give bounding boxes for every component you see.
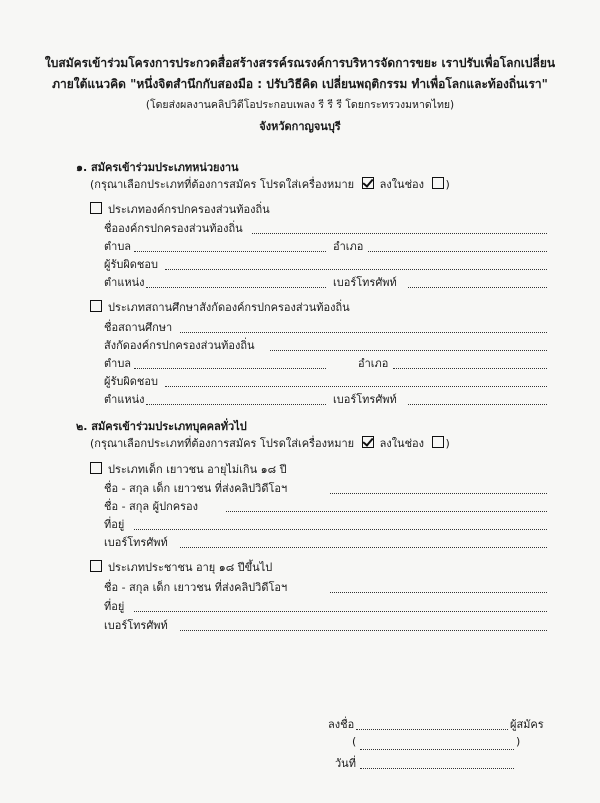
sign-label: ลงชื่อ xyxy=(328,718,355,731)
name-paren-open: ( xyxy=(352,735,357,748)
amphoe-label: อำเภอ xyxy=(333,240,364,253)
org-name-field[interactable] xyxy=(252,232,547,234)
public-name-label: ชื่อ - สกุล เด็ก เยาวชน ที่ส่งคลิปวิดีโอฯ xyxy=(104,581,288,594)
empty-box-example-icon xyxy=(432,177,444,189)
school-name-field[interactable] xyxy=(180,331,547,333)
tambon-field[interactable] xyxy=(134,250,326,252)
section2-instruction: (กรุณาเลือกประเภทที่ต้องการสมัคร โปรดใส่เครื่องหมาย ลงในช่อง ) xyxy=(90,437,450,450)
date-field[interactable] xyxy=(360,767,514,769)
position-label-2: ตำแหน่ง xyxy=(104,393,145,406)
section2-heading: ๒. สมัครเข้าร่วมประเภทบุคคลทั่วไป xyxy=(76,420,247,433)
phone-field-2[interactable] xyxy=(408,403,547,405)
affiliation-label: สังกัดองค์กรปกครองส่วนท้องถิ่น xyxy=(104,339,255,352)
form-title-line1: ใบสมัครเข้าร่วมโครงการประกวดสื่อสร้างสรรค์รณรงค์การบริหารจัดการขยะ เราปรับเพื่อโลกเปลี่ยน xyxy=(44,56,556,70)
amphoe-field-2[interactable] xyxy=(393,367,547,369)
form-title-line2: ภายใต้แนวคิด "หนึ่งจิตสำนึกกับสองมือ : ปรับวิธีคิด เปลี่ยนพฤติกรรม ทำเพื่อโลกและท้องถิ่นเรา" xyxy=(52,77,548,91)
phone-label-2: เบอร์โทรศัพท์ xyxy=(333,393,397,406)
responsible-label-2: ผู้รับผิดชอบ xyxy=(104,375,158,388)
section1-instruction: (กรุณาเลือกประเภทที่ต้องการสมัคร โปรดใส่เครื่องหมาย ลงในช่อง ) xyxy=(90,178,450,191)
checkmark-example-icon xyxy=(362,177,374,189)
responsible-label: ผู้รับผิดชอบ xyxy=(104,258,158,271)
option-school[interactable]: ประเภทสถานศึกษาสังกัดองค์กรปกครองส่วนท้องถิ่น xyxy=(90,298,350,316)
address-label: ที่อยู่ xyxy=(104,518,125,531)
public-phone-field[interactable] xyxy=(180,629,547,631)
responsible-field[interactable] xyxy=(165,268,547,270)
public-address-field[interactable] xyxy=(134,610,547,612)
public-checkbox[interactable] xyxy=(90,560,102,572)
tambon-field-2[interactable] xyxy=(134,367,326,369)
local-govt-checkbox[interactable] xyxy=(90,202,102,214)
tambon-label: ตำบล xyxy=(104,240,132,253)
option-youth[interactable]: ประเภทเด็ก เยาวชน อายุไม่เกิน ๑๘ ปี xyxy=(90,460,287,478)
phone-label: เบอร์โทรศัพท์ xyxy=(333,276,397,289)
applicant-label: ผู้สมัคร xyxy=(510,718,544,731)
youth-checkbox[interactable] xyxy=(90,462,102,474)
phone-field[interactable] xyxy=(408,286,547,288)
form-subtitle: (โดยส่งผลงานคลิปวิดีโอประกอบเพลง รี รี รี โดยกระทรวงมหาดไทย) xyxy=(145,99,455,111)
position-label: ตำแหน่ง xyxy=(104,276,145,289)
signature-field[interactable] xyxy=(356,728,508,730)
youth-name-label: ชื่อ - สกุล เด็ก เยาวชน ที่ส่งคลิปวิดีโอฯ xyxy=(104,482,288,495)
option-public[interactable]: ประเภทประชาชน อายุ ๑๘ ปีขึ้นไป xyxy=(90,558,272,576)
guardian-name-label: ชื่อ - สกุล ผู้ปกครอง xyxy=(104,500,198,513)
printed-name-field[interactable] xyxy=(360,748,514,750)
youth-name-field[interactable] xyxy=(330,492,547,494)
youth-phone-label: เบอร์โทรศัพท์ xyxy=(104,536,168,549)
affiliation-field[interactable] xyxy=(270,349,547,351)
amphoe-field[interactable] xyxy=(368,250,547,252)
position-field-2[interactable] xyxy=(146,403,326,405)
public-name-field[interactable] xyxy=(330,591,547,593)
position-field[interactable] xyxy=(146,286,326,288)
amphoe-label-2: อำเภอ xyxy=(358,357,389,370)
tambon-label-2: ตำบล xyxy=(104,357,132,370)
school-name-label: ชื่อสถานศึกษา xyxy=(104,321,173,334)
public-address-label: ที่อยู่ xyxy=(104,600,125,613)
option-local-govt[interactable]: ประเภทองค์กรปกครองส่วนท้องถิ่น xyxy=(90,200,270,218)
section1-heading: ๑. สมัครเข้าร่วมประเภทหน่วยงาน xyxy=(76,161,239,174)
school-checkbox[interactable] xyxy=(90,300,102,312)
org-name-label: ชื่อองค์กรปกครองส่วนท้องถิ่น xyxy=(104,222,243,235)
address-field[interactable] xyxy=(134,528,547,530)
checkmark-example-icon-2 xyxy=(362,436,374,448)
empty-box-example-icon-2 xyxy=(432,436,444,448)
responsible-field-2[interactable] xyxy=(165,385,547,387)
name-paren-close: ) xyxy=(516,735,521,748)
date-label: วันที่ xyxy=(335,757,356,770)
province-label: จังหวัดกาญจนบุรี xyxy=(259,120,341,133)
guardian-name-field[interactable] xyxy=(226,510,547,512)
public-phone-label: เบอร์โทรศัพท์ xyxy=(104,619,168,632)
youth-phone-field[interactable] xyxy=(180,546,547,548)
